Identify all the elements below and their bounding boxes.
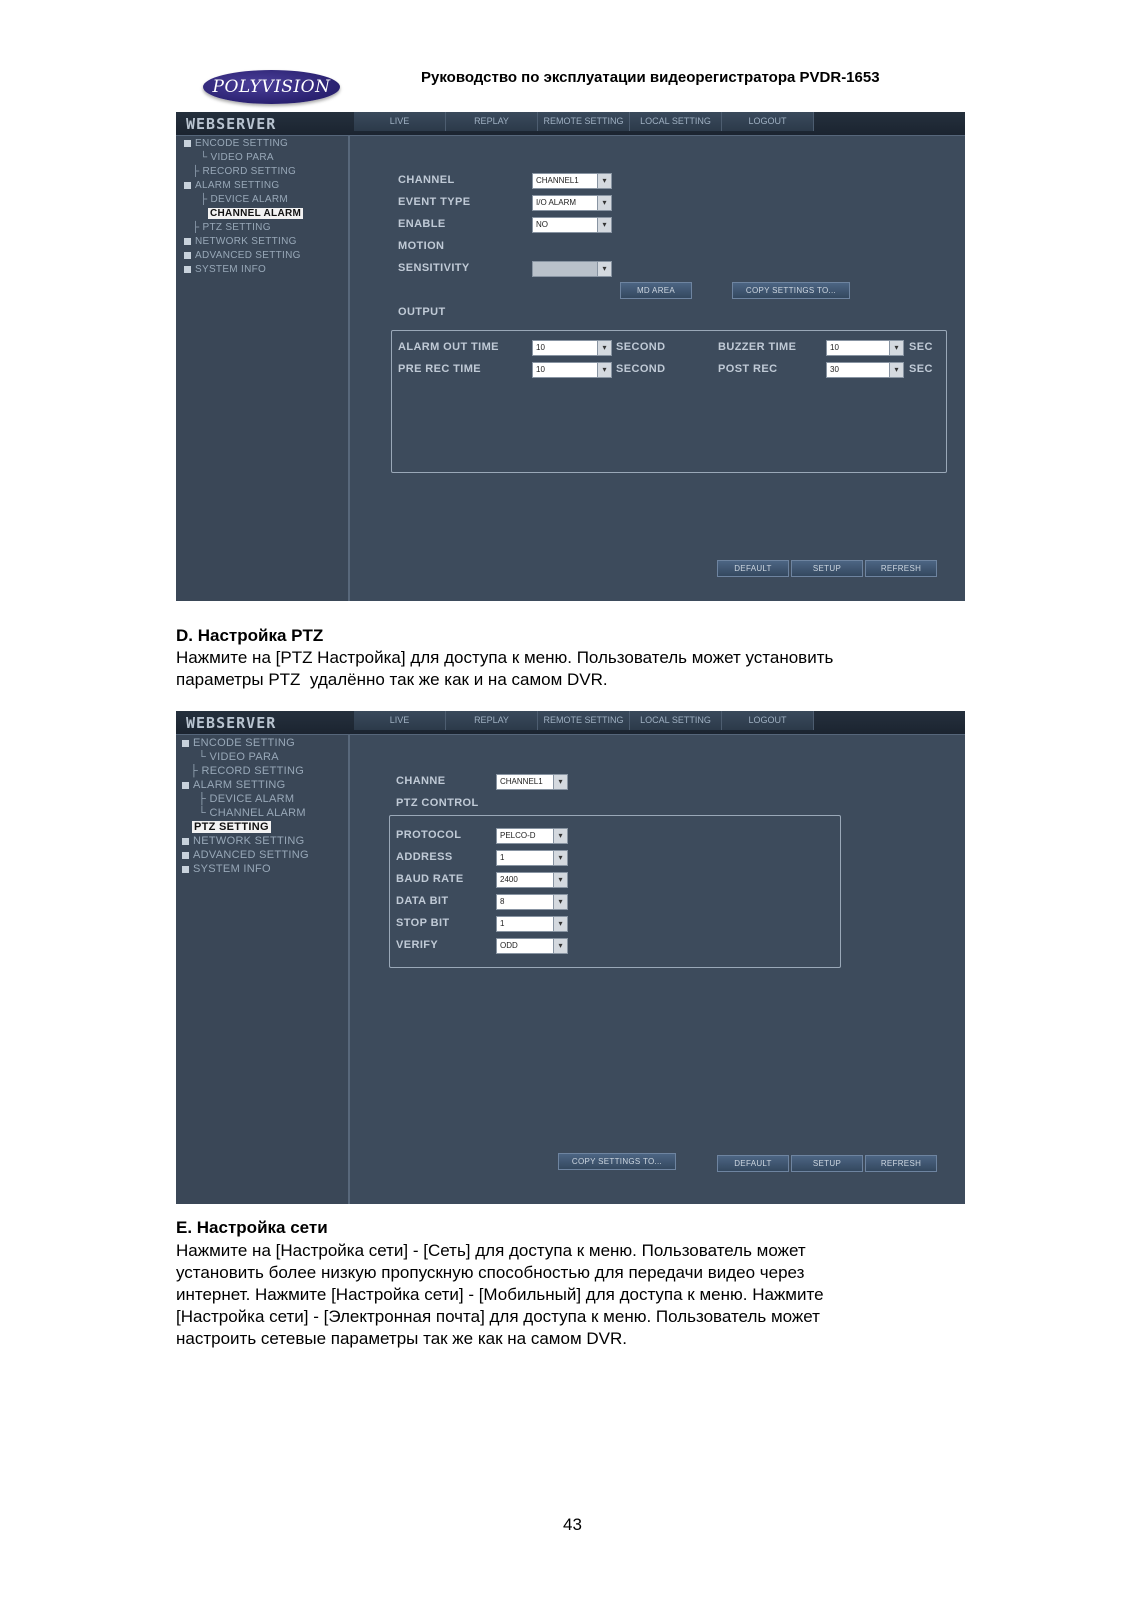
tab-local-setting[interactable]: LOCAL SETTING <box>630 112 722 131</box>
tree-item-system-info[interactable] <box>182 863 271 875</box>
verify-value: ODD <box>500 941 518 950</box>
tree-item-label: NETWORK SETTING <box>193 835 305 847</box>
motion-label: MOTION <box>398 240 445 252</box>
tree-item-label: ADVANCED SETTING <box>193 849 309 861</box>
collapse-icon <box>182 782 189 789</box>
tree-item-alarm-setting[interactable] <box>182 779 286 791</box>
buzzer-time-value: 10 <box>830 343 839 352</box>
tab-remote-setting[interactable]: REMOTE SETTING <box>538 711 630 730</box>
pre-rec-time-select[interactable] <box>532 362 612 378</box>
tree-item-channel-alarm[interactable]: CHANNEL ALARM <box>210 208 302 219</box>
second-unit: SECOND <box>616 341 666 353</box>
expand-icon <box>182 838 189 845</box>
tree-item-label: DEVICE ALARM <box>209 793 295 805</box>
post-rec-value: 30 <box>830 365 839 374</box>
top-nav-bar <box>176 711 965 735</box>
tree-item-label: ALARM SETTING <box>195 180 280 191</box>
tab-logout[interactable]: LOGOUT <box>722 711 814 730</box>
pre-rec-time-label: PRE REC TIME <box>398 363 482 375</box>
tab-logout[interactable]: LOGOUT <box>722 112 814 131</box>
baud-rate-label: BAUD RATE <box>396 873 464 885</box>
chevron-down-icon: ▾ <box>553 829 567 843</box>
section-e-text <box>176 1240 976 1350</box>
address-value: 1 <box>500 853 505 862</box>
tree-item-advanced-setting[interactable] <box>182 849 309 861</box>
stop-bit-label: STOP BIT <box>396 917 450 929</box>
expand-icon <box>182 852 189 859</box>
sensitivity-label: SENSITIVITY <box>398 262 470 274</box>
tab-live[interactable]: LIVE <box>354 112 446 131</box>
chevron-down-icon: ▾ <box>597 218 611 232</box>
data-bit-value: 8 <box>500 897 505 906</box>
expand-icon <box>184 252 191 259</box>
chevron-down-icon: ▾ <box>553 873 567 887</box>
copy-settings-button[interactable]: COPY SETTINGS TO... <box>732 282 850 299</box>
pre-rec-time-value: 10 <box>536 365 545 374</box>
data-bit-label: DATA BIT <box>396 895 449 907</box>
webserver-screenshot-ptz-setting <box>176 711 965 1204</box>
tree-item-encode-setting[interactable] <box>184 138 288 149</box>
enable-value: NO <box>536 220 548 229</box>
baud-rate-value: 2400 <box>500 875 518 884</box>
post-rec-select[interactable] <box>826 362 904 378</box>
chevron-down-icon: ▾ <box>553 917 567 931</box>
settings-tree <box>176 735 350 1204</box>
webserver-brand: WEBSERVER <box>186 714 277 732</box>
sec-unit: SEC <box>909 363 933 375</box>
section-d-text <box>176 647 976 691</box>
text-line: Нажмите на [PTZ Настройка] для доступа к меню. Пользователь может установить <box>176 648 834 667</box>
tree-item-device-alarm[interactable]: ├ DEVICE ALARM <box>200 194 288 205</box>
tree-item-label: SYSTEM INFO <box>193 863 271 875</box>
protocol-select[interactable] <box>496 828 568 844</box>
channel-select[interactable] <box>532 173 612 189</box>
verify-select[interactable] <box>496 938 568 954</box>
collapse-icon <box>184 182 191 189</box>
section-d-title: D. Настройка PTZ <box>176 626 324 645</box>
chevron-down-icon: ▾ <box>553 939 567 953</box>
verify-label: VERIFY <box>396 939 439 951</box>
section-e-title: E. Настройка сети <box>176 1218 328 1237</box>
address-label: ADDRESS <box>396 851 453 863</box>
data-bit-select[interactable] <box>496 894 568 910</box>
ptz-control-label: PTZ CONTROL <box>396 797 479 809</box>
default-button[interactable]: DEFAULT <box>717 560 789 577</box>
setup-button[interactable]: SETUP <box>791 1155 863 1172</box>
chevron-down-icon: ▾ <box>889 341 903 355</box>
chevron-down-icon: ▾ <box>597 196 611 210</box>
expand-icon <box>182 866 189 873</box>
buzzer-time-label: BUZZER TIME <box>718 341 797 353</box>
buzzer-time-select[interactable] <box>826 340 904 356</box>
tree-item-ptz-setting[interactable]: PTZ SETTING <box>194 821 269 833</box>
tab-live[interactable]: LIVE <box>354 711 446 730</box>
sec-unit: SEC <box>909 341 933 353</box>
tree-item-advanced-setting[interactable] <box>184 250 301 261</box>
tab-replay[interactable]: REPLAY <box>446 711 538 730</box>
nav-tabs <box>354 112 814 136</box>
protocol-value: PELCO-D <box>500 831 536 840</box>
tab-local-setting[interactable]: LOCAL SETTING <box>630 711 722 730</box>
event-type-select[interactable] <box>532 195 612 211</box>
text-line: настроить сетевые параметры так же как на самом DVR. <box>176 1329 627 1348</box>
tree-item-ptz-setting[interactable]: ├ PTZ SETTING <box>192 222 271 233</box>
webserver-brand: WEBSERVER <box>186 115 277 133</box>
channel-select[interactable] <box>496 774 568 790</box>
chevron-down-icon: ▾ <box>597 341 611 355</box>
default-button[interactable]: DEFAULT <box>717 1155 789 1172</box>
tree-item-encode-setting[interactable] <box>182 737 295 749</box>
tree-item-label: RECORD SETTING <box>201 765 305 777</box>
text-line: параметры PTZ удалённо так же как и на самом DVR. <box>176 670 608 689</box>
refresh-button[interactable]: REFRESH <box>865 1155 937 1172</box>
tree-item-record-setting[interactable]: ├ RECORD SETTING <box>192 166 297 177</box>
expand-icon <box>184 238 191 245</box>
md-area-button[interactable]: MD AREA <box>620 282 692 299</box>
tree-item-label: ALARM SETTING <box>193 779 286 791</box>
chevron-down-icon: ▾ <box>597 363 611 377</box>
tree-item-label: DEVICE ALARM <box>210 194 288 205</box>
tree-item-label: CHANNEL ALARM <box>209 807 306 819</box>
logo-text: POLYVISION <box>212 77 331 97</box>
refresh-button[interactable]: REFRESH <box>865 560 937 577</box>
text-line: интернет. Нажмите [Настройка сети] - [Мобильный] для доступа к меню. Нажмите <box>176 1285 824 1304</box>
post-rec-label: POST REC <box>718 363 778 375</box>
event-type-value: I/O ALARM <box>536 198 577 207</box>
tree-item-channel-alarm[interactable]: └ CHANNEL ALARM <box>198 807 306 819</box>
channel-value: CHANNEL1 <box>500 777 543 786</box>
tree-item-label: NETWORK SETTING <box>195 236 297 247</box>
alarm-out-time-label: ALARM OUT TIME <box>398 341 499 353</box>
channel-value: CHANNEL1 <box>536 176 579 185</box>
protocol-label: PROTOCOL <box>396 829 462 841</box>
tab-remote-setting[interactable]: REMOTE SETTING <box>538 112 630 131</box>
top-nav-bar <box>176 112 965 136</box>
tree-item-system-info[interactable] <box>184 264 266 275</box>
settings-tree <box>176 136 350 601</box>
tab-replay[interactable]: REPLAY <box>446 112 538 131</box>
collapse-icon <box>182 740 189 747</box>
alarm-out-time-select[interactable] <box>532 340 612 356</box>
tree-item-record-setting[interactable]: ├ RECORD SETTING <box>190 765 305 777</box>
tree-item-label: ADVANCED SETTING <box>195 250 301 261</box>
copy-settings-button[interactable]: COPY SETTINGS TO... <box>558 1153 676 1170</box>
tree-item-label: RECORD SETTING <box>202 166 297 177</box>
enable-select[interactable] <box>532 217 612 233</box>
expand-icon <box>184 266 191 273</box>
alarm-out-time-value: 10 <box>536 343 545 352</box>
tree-item-label: ENCODE SETTING <box>193 737 295 749</box>
event-type-label: EVENT TYPE <box>398 196 471 208</box>
chevron-down-icon: ▾ <box>597 262 611 276</box>
text-line: установить более низкую пропускную способностью для передачи видео через <box>176 1263 805 1282</box>
chevron-down-icon: ▾ <box>553 775 567 789</box>
text-line: [Настройка сети] - [Электронная почта] для доступа к меню. Пользователь может <box>176 1307 820 1326</box>
polyvision-logo <box>203 70 340 104</box>
tree-item-label: PTZ SETTING <box>202 222 271 233</box>
output-label: OUTPUT <box>398 306 446 318</box>
setup-button[interactable]: SETUP <box>791 560 863 577</box>
sensitivity-select[interactable] <box>532 261 612 277</box>
channel-label: CHANNE <box>396 775 446 787</box>
tree-item-network-setting[interactable] <box>182 835 304 847</box>
text-line: Нажмите на [Настройка сети] - [Сеть] для доступа к меню. Пользователь может <box>176 1241 806 1260</box>
channel-label: CHANNEL <box>398 174 455 186</box>
tree-item-label: ENCODE SETTING <box>195 138 289 149</box>
page-number: 43 <box>563 1515 582 1534</box>
tree-item-video-para[interactable]: └ VIDEO PARA <box>198 751 279 763</box>
baud-rate-select[interactable] <box>496 872 568 888</box>
chevron-down-icon: ▾ <box>553 851 567 865</box>
stop-bit-select[interactable] <box>496 916 568 932</box>
tree-item-label: SYSTEM INFO <box>195 264 267 275</box>
tree-item-device-alarm[interactable]: ├ DEVICE ALARM <box>198 793 295 805</box>
webserver-screenshot-channel-alarm <box>176 112 965 601</box>
second-unit: SECOND <box>616 363 666 375</box>
tree-item-label: VIDEO PARA <box>210 152 274 163</box>
enable-label: ENABLE <box>398 218 446 230</box>
stop-bit-value: 1 <box>500 919 505 928</box>
chevron-down-icon: ▾ <box>597 174 611 188</box>
collapse-icon <box>184 140 191 147</box>
chevron-down-icon: ▾ <box>889 363 903 377</box>
tree-item-label: VIDEO PARA <box>209 751 279 763</box>
tree-item-alarm-setting[interactable] <box>184 180 279 191</box>
address-select[interactable] <box>496 850 568 866</box>
tree-item-video-para[interactable]: └ VIDEO PARA <box>200 152 274 163</box>
document-header-title: Руководство по эксплуатации видеорегистратора PVDR-1653 <box>421 69 880 86</box>
tree-item-network-setting[interactable] <box>184 236 297 247</box>
chevron-down-icon: ▾ <box>553 895 567 909</box>
nav-tabs <box>354 711 814 735</box>
